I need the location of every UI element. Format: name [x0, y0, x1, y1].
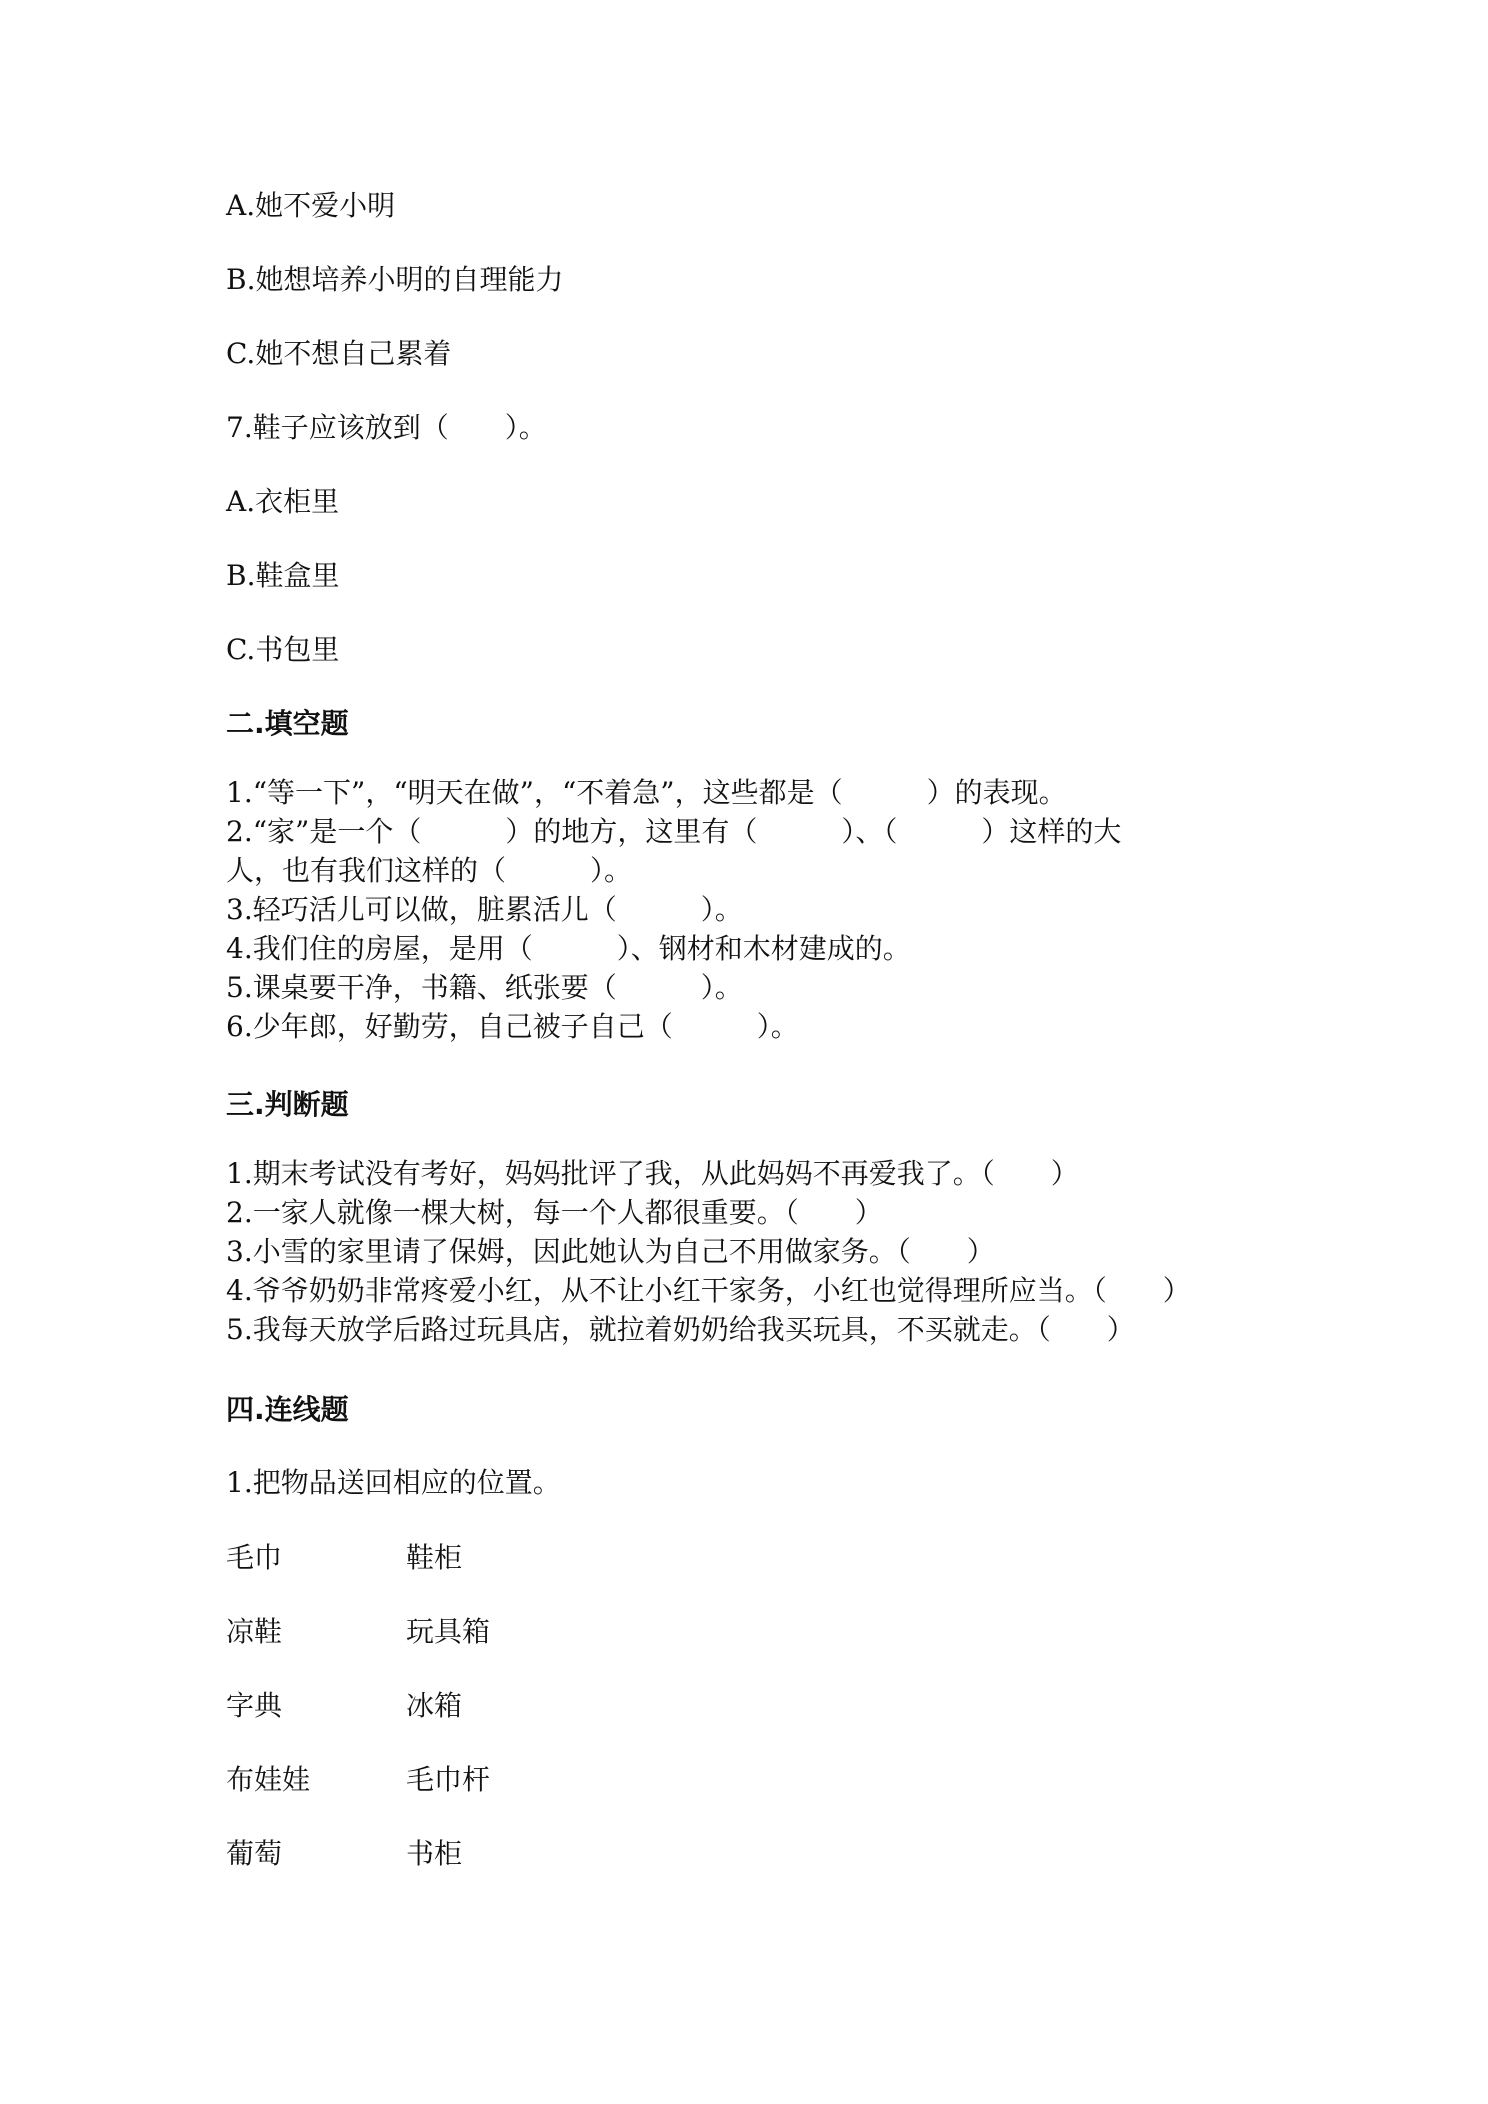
match-left-item: 凉鞋	[226, 1615, 283, 1648]
match-right-item: 毛巾杆	[406, 1763, 491, 1796]
true-false-item: 4.爷爷奶奶非常疼爱小红，从不让小红干家务，小红也觉得理所应当。（ ）	[226, 1274, 1191, 1307]
fill-in-list	[226, 773, 1121, 1046]
matching-question: 1.把物品送回相应的位置。	[226, 1466, 561, 1499]
fill-in-item: 3.轻巧活儿可以做，脏累活儿（ ）。	[226, 893, 743, 926]
match-right-item: 鞋柜	[406, 1541, 463, 1574]
q7-option-a: A.衣柜里	[226, 485, 340, 518]
fill-in-item: 5.课桌要干净，书籍、纸张要（ ）。	[226, 971, 743, 1004]
true-false-item: 5.我每天放学后路过玩具店，就拉着奶奶给我买玩具，不买就走。（ ）	[226, 1313, 1135, 1346]
section-title-true-false: 三.判断题	[226, 1088, 349, 1121]
section-title-matching: 四.连线题	[226, 1393, 349, 1426]
match-right-item: 冰箱	[406, 1689, 463, 1722]
q6-option-a: A.她不爱小明	[226, 189, 396, 222]
match-left-item: 毛巾	[226, 1541, 283, 1574]
q6-option-c: C.她不想自己累着	[226, 337, 452, 370]
fill-in-item: 6.少年郎，好勤劳，自己被子自己（ ）。	[226, 1010, 799, 1043]
fill-in-item: 4.我们住的房屋，是用（ ）、钢材和木材建成的。	[226, 932, 911, 965]
match-right-item: 书柜	[406, 1837, 463, 1870]
match-left-item: 字典	[226, 1689, 283, 1722]
match-left-item: 葡萄	[226, 1837, 283, 1870]
fill-in-item: 人，也有我们这样的（ ）。	[226, 854, 633, 887]
true-false-item: 1.期末考试没有考好，妈妈批评了我，从此妈妈不再爱我了。（ ）	[226, 1157, 1079, 1190]
true-false-item: 3.小雪的家里请了保姆，因此她认为自己不用做家务。（ ）	[226, 1235, 995, 1268]
q7-option-c: C.书包里	[226, 633, 340, 666]
true-false-item: 2.一家人就像一棵大树，每一个人都很重要。（ ）	[226, 1196, 883, 1229]
true-false-list	[226, 1154, 1191, 1349]
match-left-item: 布娃娃	[226, 1763, 311, 1796]
fill-in-item: 2.“家”是一个（ ）的地方，这里有（ ）、（ ）这样的大	[226, 815, 1122, 848]
q6-option-b: B.她想培养小明的自理能力	[226, 263, 564, 296]
section-title-fill-in: 二.填空题	[226, 707, 349, 740]
q7-option-b: B.鞋盒里	[226, 559, 340, 592]
fill-in-item: 1.“等一下”，“明天在做”，“不着急”，这些都是（ ）的表现。	[226, 776, 1067, 809]
q7-stem: 7.鞋子应该放到（ ）。	[226, 411, 547, 444]
match-right-item: 玩具箱	[406, 1615, 491, 1648]
